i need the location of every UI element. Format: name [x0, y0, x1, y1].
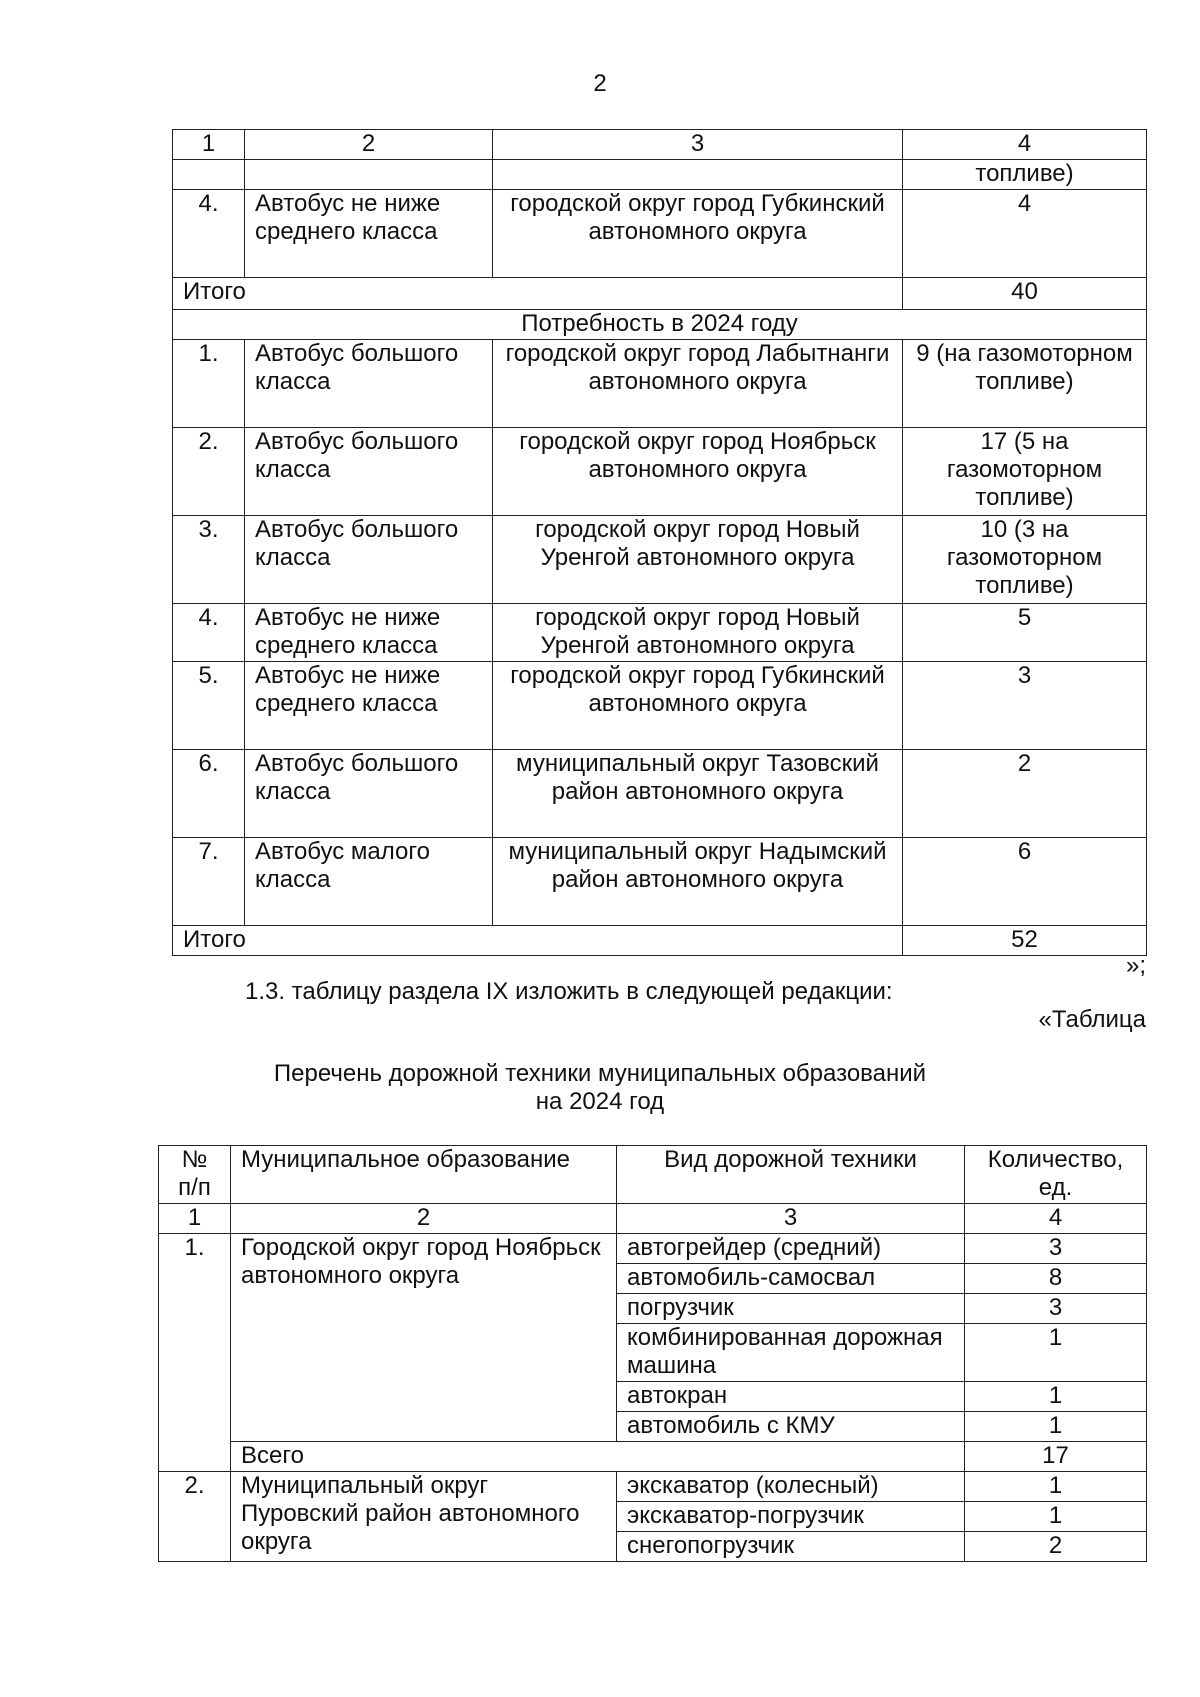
cell-qty: 10 (3 на газомоторном топливе): [903, 516, 1147, 604]
cell-num: 7.: [173, 838, 245, 926]
cell-qty: 6: [903, 838, 1147, 926]
cell-equipment: автокран: [617, 1382, 965, 1412]
cell-equipment: погрузчик: [617, 1294, 965, 1324]
col-number: 1: [159, 1204, 231, 1234]
cell-qty: 3: [903, 662, 1147, 750]
cell-num: 5.: [173, 662, 245, 750]
cell-bus-type: Автобус большого класса: [245, 340, 493, 428]
cell-qty: 8: [965, 1264, 1147, 1294]
total-value: 40: [903, 278, 1147, 310]
total-row: [173, 278, 1147, 310]
cell-qty: топливе): [903, 160, 1147, 190]
table-row: [159, 1472, 1147, 1502]
bus-needs-table: [172, 129, 1147, 956]
cell-area: муниципальный округ Тазовский район автономного округа: [493, 750, 903, 838]
cell-equipment: снегопогрузчик: [617, 1532, 965, 1562]
cell-municipality: Муниципальный округ Пуровский район автономного округа: [231, 1472, 617, 1562]
total-row: [159, 1442, 1147, 1472]
table-header-row: [173, 130, 1147, 160]
cell-equipment: экскаватор (колесный): [617, 1472, 965, 1502]
table-row: [173, 160, 1147, 190]
header-quantity: Количество, ед.: [965, 1146, 1147, 1204]
cell-qty: 1: [965, 1502, 1147, 1532]
cell-area: городской округ город Новый Уренгой автономного округа: [493, 516, 903, 604]
title-line: на 2024 год: [535, 1088, 665, 1115]
col-number: 1: [173, 130, 245, 160]
cell-num: 6.: [173, 750, 245, 838]
total-label: Всего: [231, 1442, 965, 1472]
cell-equipment: автогрейдер (средний): [617, 1234, 965, 1264]
cell-qty: 5: [903, 604, 1147, 662]
table-row: [173, 190, 1147, 278]
col-number: 3: [617, 1204, 965, 1234]
cell-area: городской округ город Губкинский автономного округа: [493, 190, 903, 278]
cell-bus-type: Автобус не ниже среднего класса: [245, 604, 493, 662]
cell-num: 4.: [173, 604, 245, 662]
cell-qty: 2: [965, 1532, 1147, 1562]
cell-num: 1.: [159, 1234, 231, 1472]
table-row: [173, 662, 1147, 750]
closing-quote: »;: [1125, 952, 1146, 979]
cell: [173, 160, 245, 190]
table-row: [173, 750, 1147, 838]
header-municipality: Муниципальное образование: [231, 1146, 617, 1204]
header-number: № п/п: [159, 1146, 231, 1204]
cell-qty: 9 (на газомоторном топливе): [903, 340, 1147, 428]
section-title: Потребность в 2024 году: [173, 310, 1147, 340]
table-title: [0, 1060, 1200, 1116]
cell-qty: 3: [965, 1294, 1147, 1324]
page-number: 2: [593, 70, 607, 97]
table-row: [173, 516, 1147, 604]
total-label: Итого: [173, 278, 903, 310]
cell-qty: 17 (5 на газомоторном топливе): [903, 428, 1147, 516]
cell-num: 3.: [173, 516, 245, 604]
cell-num: 2.: [173, 428, 245, 516]
cell-qty: 1: [965, 1324, 1147, 1382]
cell-bus-type: Автобус большого класса: [245, 428, 493, 516]
total-label: Итого: [173, 926, 903, 956]
col-number: 4: [903, 130, 1147, 160]
cell-qty: 3: [965, 1234, 1147, 1264]
section-row: [173, 310, 1147, 340]
cell-area: городской округ город Лабытнанги автономного округа: [493, 340, 903, 428]
cell-area: городской округ город Новый Уренгой автономного округа: [493, 604, 903, 662]
cell-qty: 4: [903, 190, 1147, 278]
cell-qty: 1: [965, 1472, 1147, 1502]
total-value: 52: [903, 926, 1147, 956]
col-number: 2: [231, 1204, 617, 1234]
instruction-text: 1.3. таблицу раздела IX изложить в следующей редакции:: [245, 978, 893, 1005]
cell-qty: 2: [903, 750, 1147, 838]
cell-bus-type: Автобус не ниже среднего класса: [245, 190, 493, 278]
cell-bus-type: Автобус большого класса: [245, 516, 493, 604]
cell-area: городской округ город Ноябрьск автономного округа: [493, 428, 903, 516]
table-row: [173, 340, 1147, 428]
table-header-row: [159, 1146, 1147, 1204]
cell-bus-type: Автобус малого класса: [245, 838, 493, 926]
cell-qty: 1: [965, 1382, 1147, 1412]
table-row: [159, 1234, 1147, 1264]
total-value: 17: [965, 1442, 1147, 1472]
road-equipment-table: [158, 1145, 1147, 1562]
table-row: [173, 604, 1147, 662]
table-row: [173, 428, 1147, 516]
cell-qty: 1: [965, 1412, 1147, 1442]
cell-bus-type: Автобус не ниже среднего класса: [245, 662, 493, 750]
cell-num: 2.: [159, 1472, 231, 1562]
cell-equipment: экскаватор-погрузчик: [617, 1502, 965, 1532]
cell-equipment: автомобиль с КМУ: [617, 1412, 965, 1442]
cell-area: муниципальный округ Надымский район автономного округа: [493, 838, 903, 926]
cell-equipment: комбинированная дорожная машина: [617, 1324, 965, 1382]
col-number: 4: [965, 1204, 1147, 1234]
cell: [493, 160, 903, 190]
title-line: Перечень дорожной техники муниципальных образований: [273, 1060, 927, 1087]
cell-equipment: автомобиль-самосвал: [617, 1264, 965, 1294]
cell-num: 4.: [173, 190, 245, 278]
column-number-row: [159, 1204, 1147, 1234]
cell-area: городской округ город Губкинский автономного округа: [493, 662, 903, 750]
col-number: 2: [245, 130, 493, 160]
cell: [245, 160, 493, 190]
header-equipment-type: Вид дорожной техники: [617, 1146, 965, 1204]
cell-num: 1.: [173, 340, 245, 428]
col-number: 3: [493, 130, 903, 160]
cell-bus-type: Автобус большого класса: [245, 750, 493, 838]
total-row: [173, 926, 1147, 956]
cell-municipality: Городской округ город Ноябрьск автономного округа: [231, 1234, 617, 1442]
table-row: [173, 838, 1147, 926]
table-label: «Таблица: [1038, 1006, 1146, 1033]
